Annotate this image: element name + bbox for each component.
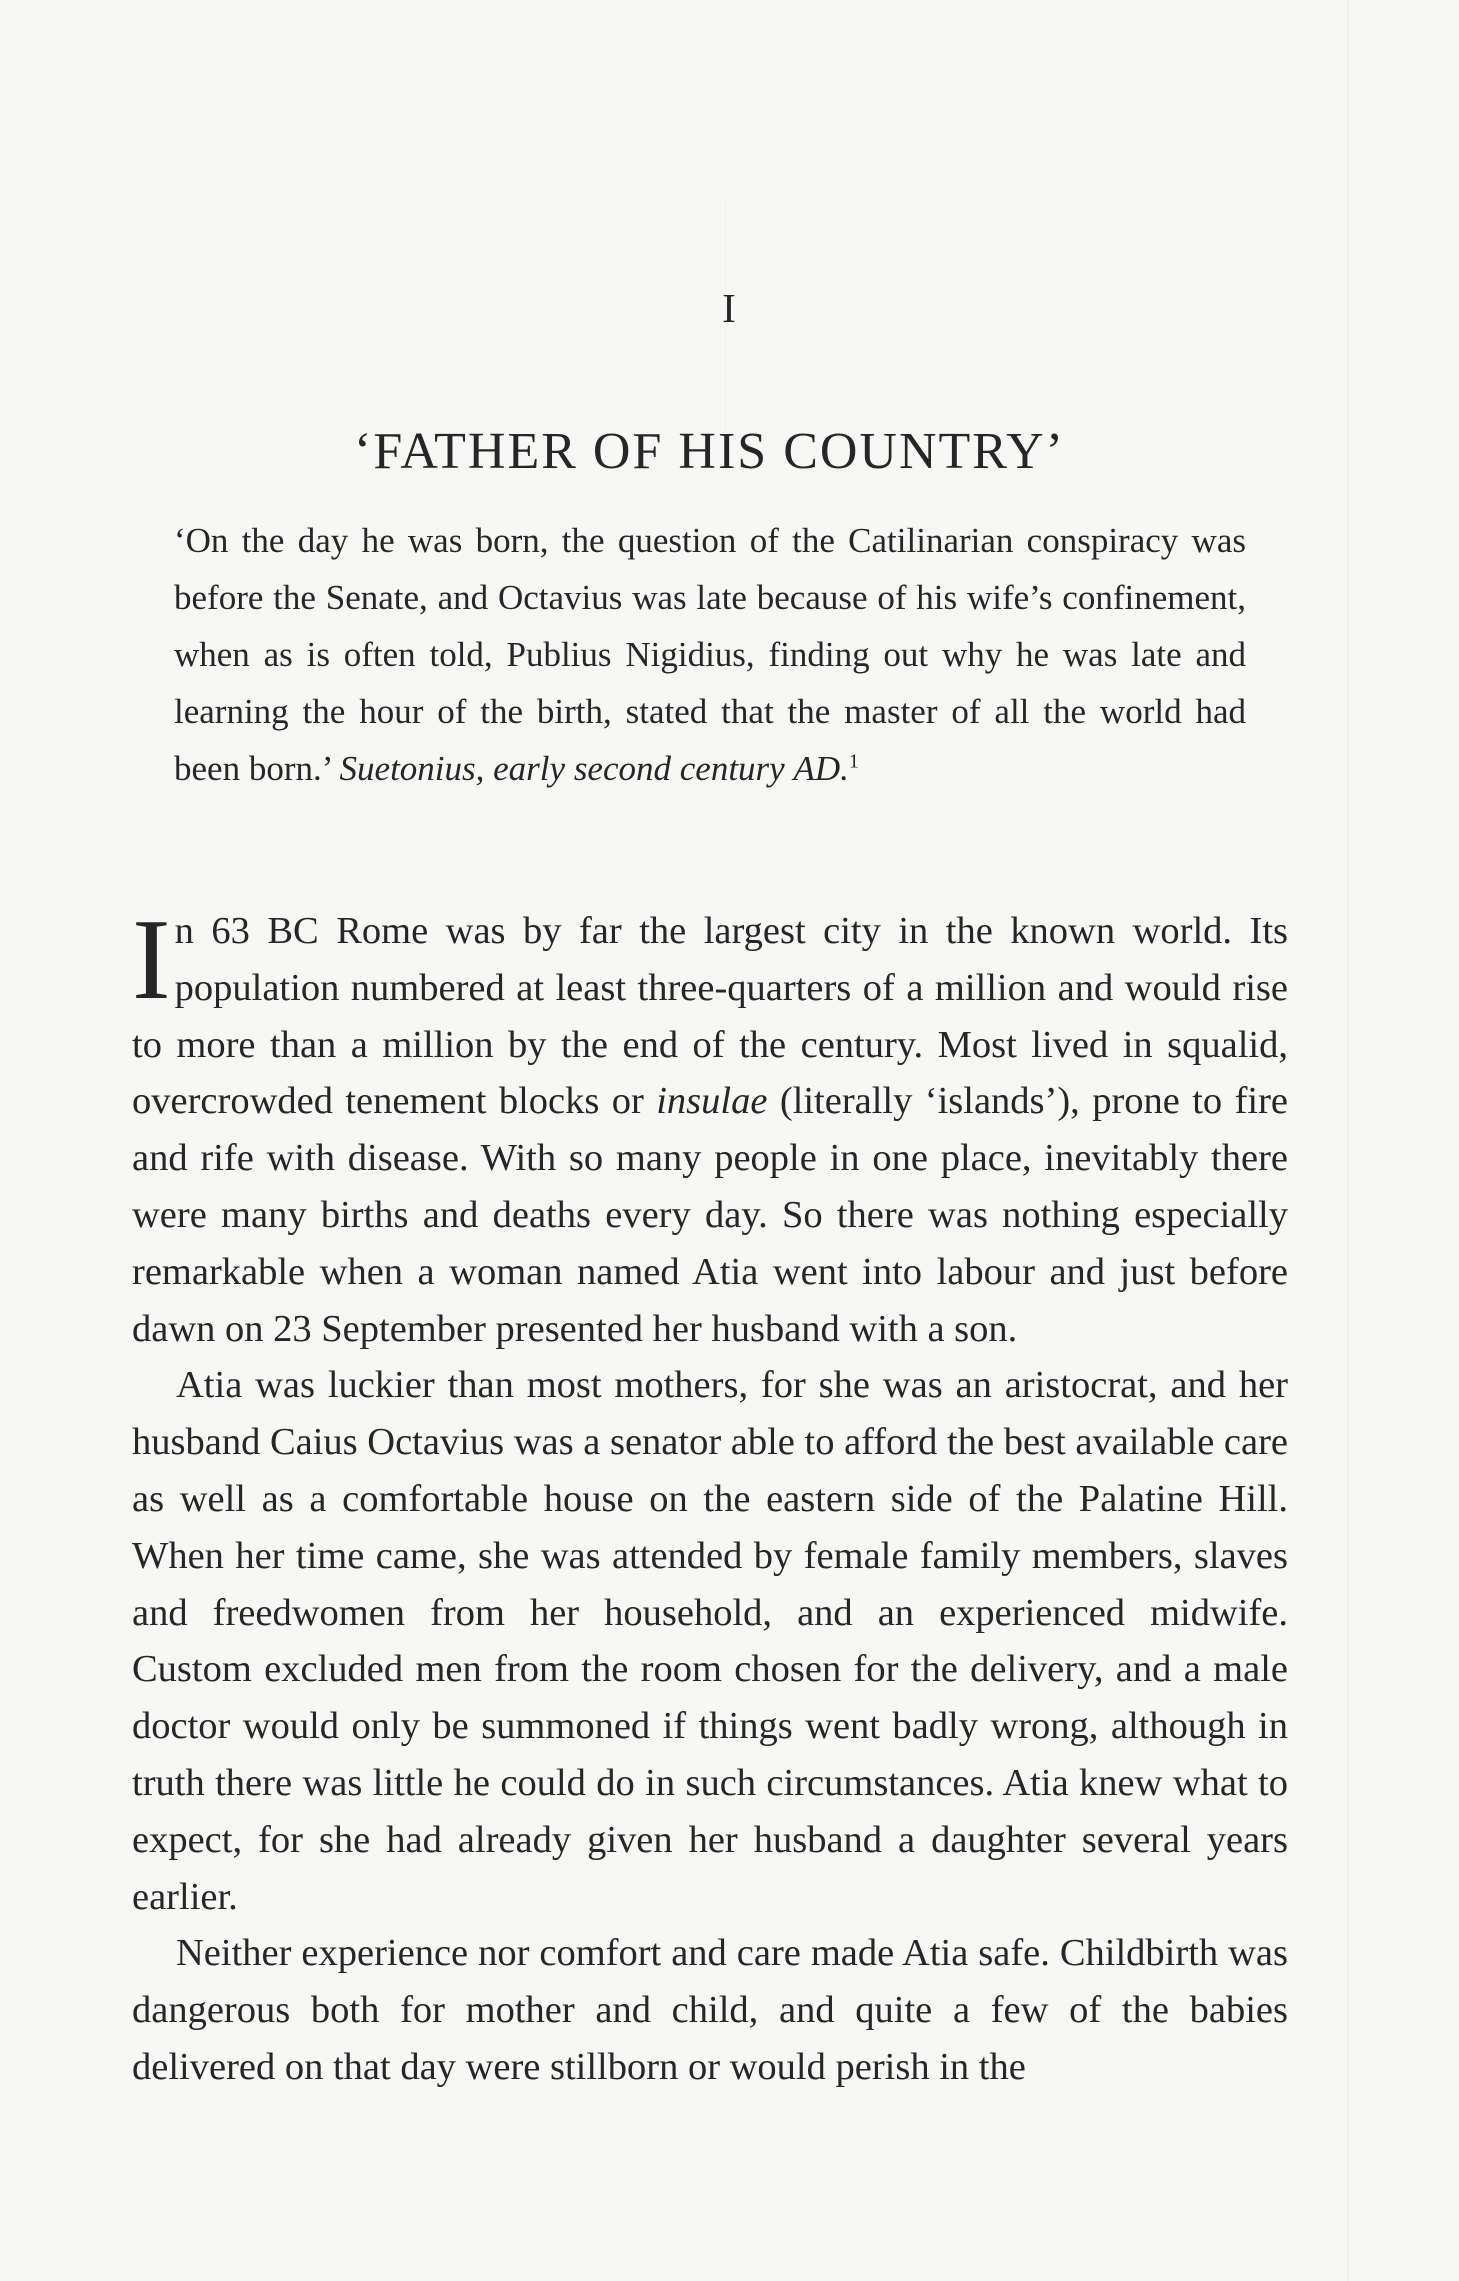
drop-cap: I [132,896,171,1024]
chapter-number: I [722,285,737,331]
epigraph-footnote-marker: 1 [848,750,859,773]
body-paragraph-3: Neither experience nor comfort and care made Atia safe. Childbirth was dangerous both for mother and child, and quite a few of the babies delivered on that day were stillborn or would perish in the [132,1932,1288,2088]
body-paragraph-2: Atia was luckier than most mothers, for she was an aristocrat, and her husband Caius Octavius was a senator able to afford the best available care as well as a comfortable house on the eastern side of the Palatine Hill. When her time came, she was attended by female family members, slaves and freedwomen from her household, and an experienced midwife. Custom excluded men from the room chosen for the delivery, and a male doctor would only be summoned if things went badly wrong, although in truth there was little he could do in such circumstances. Atia knew what to expect, for she had already given her husband a daughter several years earlier. [132,1364,1289,1918]
body-paragraph-1 [132,896,1288,1357]
chapter-title: ‘FATHER OF HIS COUNTRY’ [354,422,1065,480]
scan-shadow-right [1347,0,1349,2281]
epigraph-source-era: AD. [793,749,849,788]
paragraph-1-italic-term: insulae [656,1080,768,1123]
epigraph-quote: ‘On the day he was born, the question of the Catilinarian conspiracy was before the Senate, and Octavius was late because of his wife’s confinement, when as is often told, Publius Nigidius, finding out why he was late and learning the hour of the birth, stated that the master of all the world had been born.’ [174,521,1246,788]
epigraph-source [340,749,849,788]
paragraph-1-era: BC [267,910,319,952]
paragraph-1-rest: (literally ‘islands’), prone to fire and rife with disease. With so many people in one place, inevitably there were many births and deaths every day. So there was nothing especially remarkable when a woman named Atia went into labour and just before dawn on 23 September presented her husband with a son. [132,1080,1288,1350]
chapter-body [132,896,1289,2096]
paragraph-1-lead-a: n 63 [174,910,268,952]
epigraph-source-author: Suetonius, early second century [339,749,785,788]
epigraph [174,512,1246,797]
paragraph-1-lead-b: Rome was by far the largest city in the known world. Its population numbered at least three-quarters of a million and would rise to more than a million by the end of the century. Most lived in squalid, overcrowded tenement blocks or [132,910,1288,1123]
